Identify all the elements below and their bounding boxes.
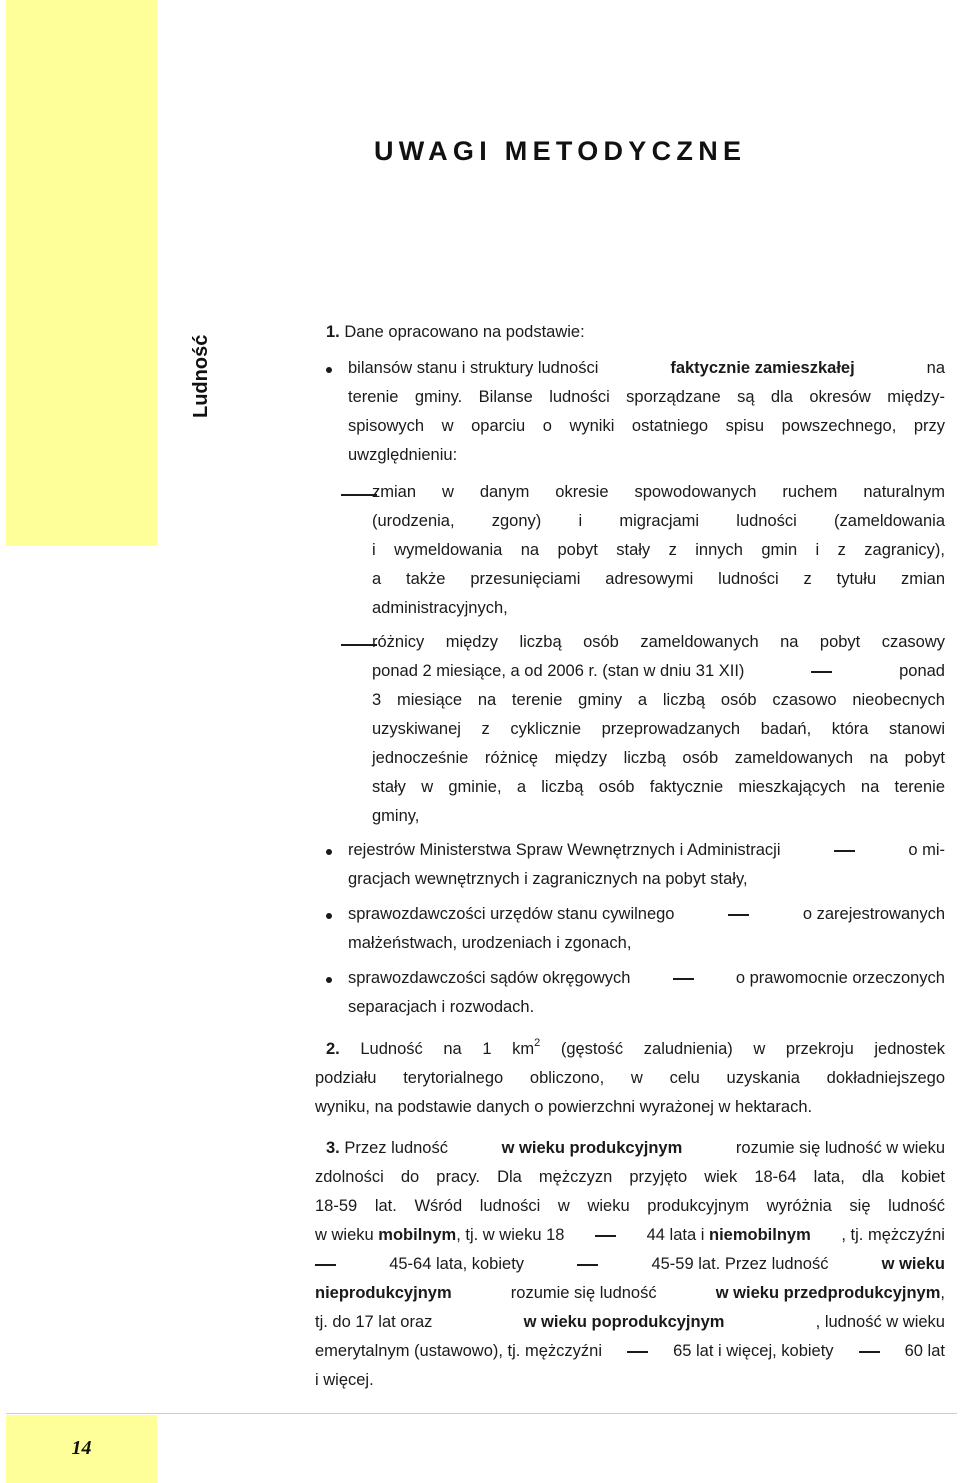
dash-2-line-4: uzyskiwanej z cyklicznie przeprowadzanych badań, która stanowi xyxy=(372,720,945,738)
section-3-line-8: emerytalnym (ustawowo), tj. mężczyźni 65 lat i więcej, kobiety 60 lat xyxy=(315,1342,945,1360)
section-2-line-3: wyniku, na podstawie danych o powierzchni wyrażonej w hektarach. xyxy=(315,1098,813,1116)
dash-icon xyxy=(859,1351,880,1353)
dash-2-line-1: różnicy między liczbą osób zameldowanych na pobyt czasowy xyxy=(372,633,945,651)
dash-2-line-7: gminy, xyxy=(372,807,420,825)
dash-2-line-2: ponad 2 miesiące, a od 2006 r. (stan w dniu 31 XII) ponad xyxy=(372,662,945,680)
dash-2-line-3: 3 miesiące na terenie gminy a liczbą osób czasowo nieobecnych xyxy=(372,691,945,709)
section-3-line-1: 3. Przez ludność w wieku produkcyjnym rozumie się ludność w wieku xyxy=(326,1139,945,1157)
dash-icon xyxy=(728,914,749,916)
bullet-4-line-1: sprawozdawczości sądów okręgowych o prawomocnie orzeczonych xyxy=(348,969,945,987)
section-3-line-2: zdolności do pracy. Dla mężczyzn przyjęto wiek 18-64 lata, dla kobiet xyxy=(315,1168,945,1186)
bullet-2-line-2: gracjach wewnętrznych i zagranicznych na pobyt stały, xyxy=(348,870,748,888)
bullet-1-line-4: uwzględnieniu: xyxy=(348,446,458,464)
dash-1-line-3: i wymeldowania na pobyt stały z innych gmin i z zagranicy), xyxy=(372,541,945,559)
dash-2-line-5: jednocześnie różnicę między liczbą osób zameldowanych na pobyt xyxy=(372,749,945,767)
dash-icon xyxy=(673,978,694,980)
dash-2-line-6: stały w gminie, a liczbą osób faktycznie mieszkających na terenie xyxy=(372,778,945,796)
section-2-line-2: podziału terytorialnego obliczono, w celu uzyskania dokładniejszego xyxy=(315,1069,945,1087)
dash-icon xyxy=(811,671,832,673)
footer-divider xyxy=(6,1413,957,1414)
dash-1-line-5: administracyjnych, xyxy=(372,599,508,617)
section-2-line-1: 2. Ludność na 1 $km^2$ (gęstość zaludnienia) w przekroju jednostek xyxy=(326,1037,945,1058)
bullet-icon xyxy=(326,367,332,373)
bullet-1-line-1: bilansów stanu i struktury ludności faktycznie zamieszkałej na xyxy=(348,359,945,377)
section-3-line-9: i więcej. xyxy=(315,1371,374,1389)
page-title: UWAGI METODYCZNE xyxy=(374,136,747,166)
dash-icon xyxy=(627,1351,648,1353)
dash-icon xyxy=(315,1264,336,1266)
section-3-line-7: tj. do 17 lat oraz w wieku poprodukcyjnym , ludność w wieku xyxy=(315,1313,945,1331)
section-1-heading: 1. Dane opracowano na podstawie: xyxy=(326,323,585,341)
bullet-3-line-1: sprawozdawczości urzędów stanu cywilnego o zarejestrowanych xyxy=(348,905,945,923)
dash-1-line-2: (urodzenia, zgony) i migracjami ludności (zameldowania xyxy=(372,512,945,530)
section-3-line-5: 45-64 lata, kobiety 45-59 lat. Przez ludność w wieku xyxy=(315,1255,945,1274)
sidebar-band xyxy=(6,0,157,546)
dash-icon xyxy=(834,850,855,852)
bullet-1-line-3: spisowych w oparciu o wyniki ostatniego spisu powszechnego, przy xyxy=(348,417,945,435)
section-3-line-3: 18-59 lat. Wśród ludności w wieku produkcyjnym wyróżnia się ludność xyxy=(315,1197,945,1215)
bullet-icon xyxy=(326,913,332,919)
bullet-icon xyxy=(326,977,332,983)
section-label: Ludność xyxy=(190,334,212,418)
section-3-line-6: nieprodukcyjnym rozumie się ludność w wieku przedprodukcyjnym, xyxy=(315,1284,945,1302)
footer-band xyxy=(6,1415,157,1483)
section-3-line-4: w wieku mobilnym, tj. w wieku 18 44 lata i niemobilnym , tj. mężczyźni xyxy=(315,1226,945,1244)
bullet-1-line-2: terenie gminy. Bilanse ludności sporządzane są dla okresów między- xyxy=(348,388,945,406)
bullet-4-line-2: separacjach i rozwodach. xyxy=(348,998,535,1016)
bullet-2-line-1: rejestrów Ministerstwa Spraw Wewnętrznych i Administracji o mi- xyxy=(348,841,945,859)
bullet-3-line-2: małżeństwach, urodzeniach i zgonach, xyxy=(348,934,632,952)
dash-1-line-1: zmian w danym okresie spowodowanych ruchem naturalnym xyxy=(372,483,945,501)
dash-icon xyxy=(577,1264,598,1266)
dash-icon xyxy=(595,1235,616,1237)
bullet-icon xyxy=(326,849,332,855)
page-number: 14 xyxy=(71,1437,92,1459)
dash-1-line-4: a także przesunięciami adresowymi ludności z tytułu zmian xyxy=(372,570,945,588)
